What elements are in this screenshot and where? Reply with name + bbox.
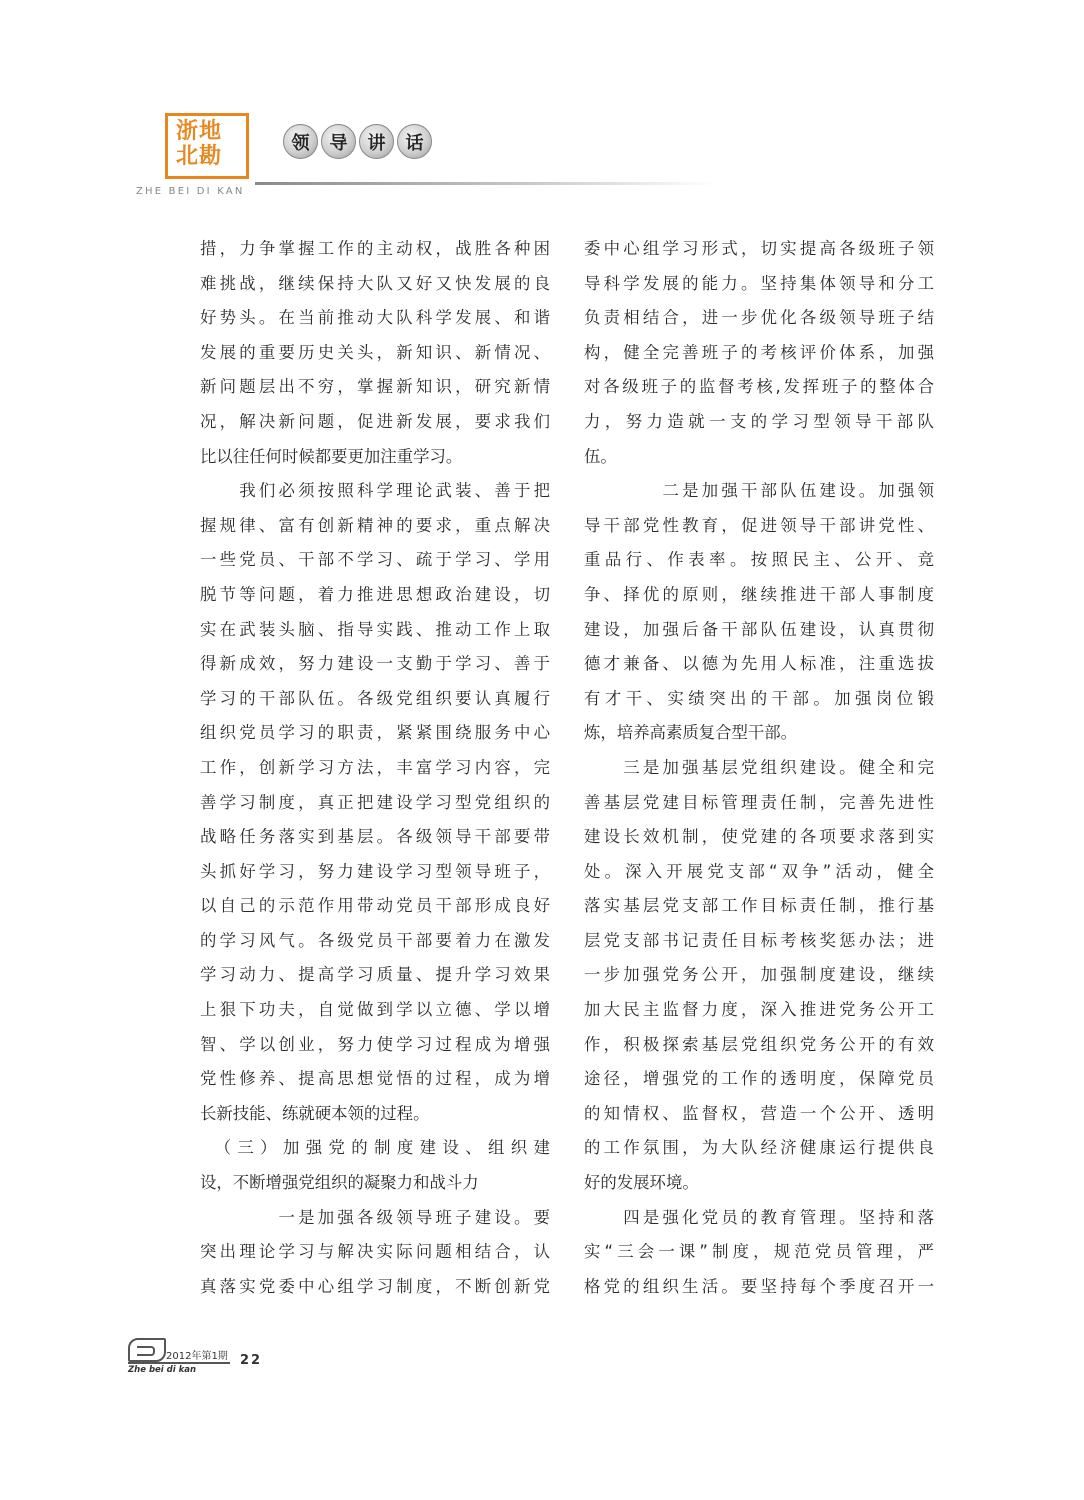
text-line: 以自己的示范作用带动党员干部形成良好: [200, 896, 550, 916]
text-line: 头抓好学习，努力建设学习型领导班子，: [200, 861, 550, 881]
text-line: 层党支部书记责任目标考核奖惩办法；进: [584, 930, 934, 950]
text-line: 对各级班子的监督考核,发挥班子的整体合: [584, 377, 934, 397]
text-line: 委中心组学习形式，切实提高各级班子领: [584, 239, 934, 258]
text-line: 新问题层出不穷，掌握新知识，研究新情: [200, 377, 550, 397]
magazine-mark-icon: [128, 1338, 166, 1362]
section-title: [283, 124, 432, 159]
text-line: 途径，增强党的工作的透明度，保障党员: [584, 1069, 934, 1089]
text-line: 处。深入开展党支部“双争”活动，健全: [584, 861, 934, 881]
text-line: 组织党员学习的职责，紧紧围绕服务中心: [200, 723, 550, 743]
text-line: 四是强化党员的教育管理。坚持和落: [584, 1207, 934, 1227]
logo-subtitle: ZHE BEI DI KAN: [136, 186, 245, 197]
text-line: 比以往任何时候都要更加注重学习。: [200, 446, 463, 466]
text-line: 导科学发展的能力。坚持集体领导和分工: [584, 273, 934, 293]
section-char: 导: [321, 124, 356, 159]
issue-label: 2012年第1期: [166, 1351, 228, 1362]
text-line: 好势头。在当前推动大队科学发展、和谐: [200, 308, 550, 328]
text-line: 得新成效，努力建设一支勤于学习、善于: [200, 654, 550, 674]
section-char: 领: [283, 124, 318, 159]
text-line: 工作，创新学习方法，丰富学习内容，完: [200, 757, 550, 777]
text-line: 的知情权、监督权，营造一个公开、透明: [584, 1103, 934, 1123]
text-line: 战略任务落实到基层。各级领导干部要带: [200, 827, 550, 847]
text-line: 力，努力造就一支的学习型领导干部队: [584, 411, 934, 431]
text-line: 伍。: [584, 446, 617, 466]
text-line: 突出理论学习与解决实际问题相结合，认: [200, 1242, 550, 1262]
text-line: 实在武装头脑、指导实践、推动工作上取: [200, 619, 550, 639]
text-line: 脱节等问题，着力推进思想政治建设，切: [200, 584, 550, 604]
section-char: 讲: [359, 124, 394, 159]
text-line: 格党的组织生活。要坚持每个季度召开一: [584, 1276, 934, 1296]
text-line: 构，健全完善班子的考核评价体系，加强: [584, 342, 934, 362]
text-line: 重品行、作表率。按照民主、公开、竞: [584, 550, 934, 570]
text-line: 负责相结合，进一步优化各级领导班子结: [584, 308, 934, 328]
text-line: 的学习风气。各级党员干部要着力在激发: [200, 930, 550, 950]
text-line: 作，积极探索基层党组织党务公开的有效: [584, 1034, 934, 1054]
text-line: 善学习制度，真正把建设学习型党组织的: [200, 792, 550, 812]
text-line: 导干部党性教育，促进领导干部讲党性、: [584, 515, 934, 535]
text-line: 握规律、富有创新精神的要求，重点解决: [200, 515, 550, 535]
text-line: 一是加强各级领导班子建设。要: [200, 1207, 550, 1227]
section-char: 话: [397, 124, 432, 159]
text-line: 德才兼备、以德为先用人标准，注重选拔: [584, 654, 934, 674]
header-divider: [255, 182, 715, 185]
text-line: 有才干、实绩突出的干部。加强岗位锻: [584, 688, 934, 708]
text-line: 学习动力、提高学习质量、提升学习效果: [200, 965, 550, 985]
text-line: 党性修养、提高思想觉悟的过程，成为增: [200, 1069, 550, 1089]
magazine-name: Zhe bei di kan: [128, 1365, 197, 1375]
text-line: 建设，加强后备干部队伍建设，认真贯彻: [584, 619, 934, 639]
text-line: 善基层党建目标管理责任制，完善先进性: [584, 792, 934, 812]
text-line: 争、择优的原则，继续推进干部人事制度: [584, 584, 934, 604]
text-line: 的工作氛围，为大队经济健康运行提供良: [584, 1138, 934, 1158]
text-line: 长新技能、练就硬本领的过程。: [200, 1103, 430, 1123]
text-line: 加大民主监督力度，深入推进党务公开工: [584, 1000, 934, 1020]
text-line: 智、学以创业，努力使学习过程成为增强: [200, 1034, 550, 1054]
text-line: 发展的重要历史关头，新知识、新情况、: [200, 342, 550, 362]
text-line: 一些党员、干部不学习、疏于学习、学用: [200, 550, 550, 570]
text-line: 实“三会一课”制度，规范党员管理，严: [584, 1242, 934, 1262]
text-line: 炼，培养高素质复合型干部。: [584, 723, 798, 743]
text-line: 况，解决新问题，促进新发展，要求我们: [200, 411, 550, 431]
text-line: 学习的干部队伍。各级党组织要认真履行: [200, 688, 550, 708]
text-line: 好的发展环境。: [584, 1173, 699, 1193]
left-column: [200, 232, 550, 1304]
text-line: 落实基层党支部工作目标责任制，推行基: [584, 896, 934, 916]
text-line: 三是加强基层党组织建设。健全和完: [584, 757, 934, 777]
text-line: 我们必须按照科学理论武装、善于把: [200, 481, 550, 501]
right-column: [584, 232, 934, 1304]
magazine-logo: [165, 113, 249, 179]
footer-rule: [128, 1362, 230, 1364]
text-line: （三）加强党的制度建设、组织建: [200, 1138, 550, 1158]
text-line: 措，力争掌握工作的主动权，战胜各种困: [200, 239, 550, 258]
text-line: 二是加强干部队伍建设。加强领: [584, 481, 934, 501]
logo-text: 浙地 北勘: [176, 118, 223, 169]
text-line: 真落实党委中心组学习制度，不断创新党: [200, 1276, 550, 1296]
text-line: 一步加强党务公开，加强制度建设，继续: [584, 965, 934, 985]
text-line: 上狠下功夫，自觉做到学以立德、学以增: [200, 1000, 550, 1020]
text-line: 建设长效机制，使党建的各项要求落到实: [584, 827, 934, 847]
page-number: 22: [240, 1353, 263, 1368]
text-line: 难挑战，继续保持大队又好又快发展的良: [200, 273, 550, 293]
text-line: 设，不断增强党组织的凝聚力和战斗力: [200, 1173, 479, 1193]
